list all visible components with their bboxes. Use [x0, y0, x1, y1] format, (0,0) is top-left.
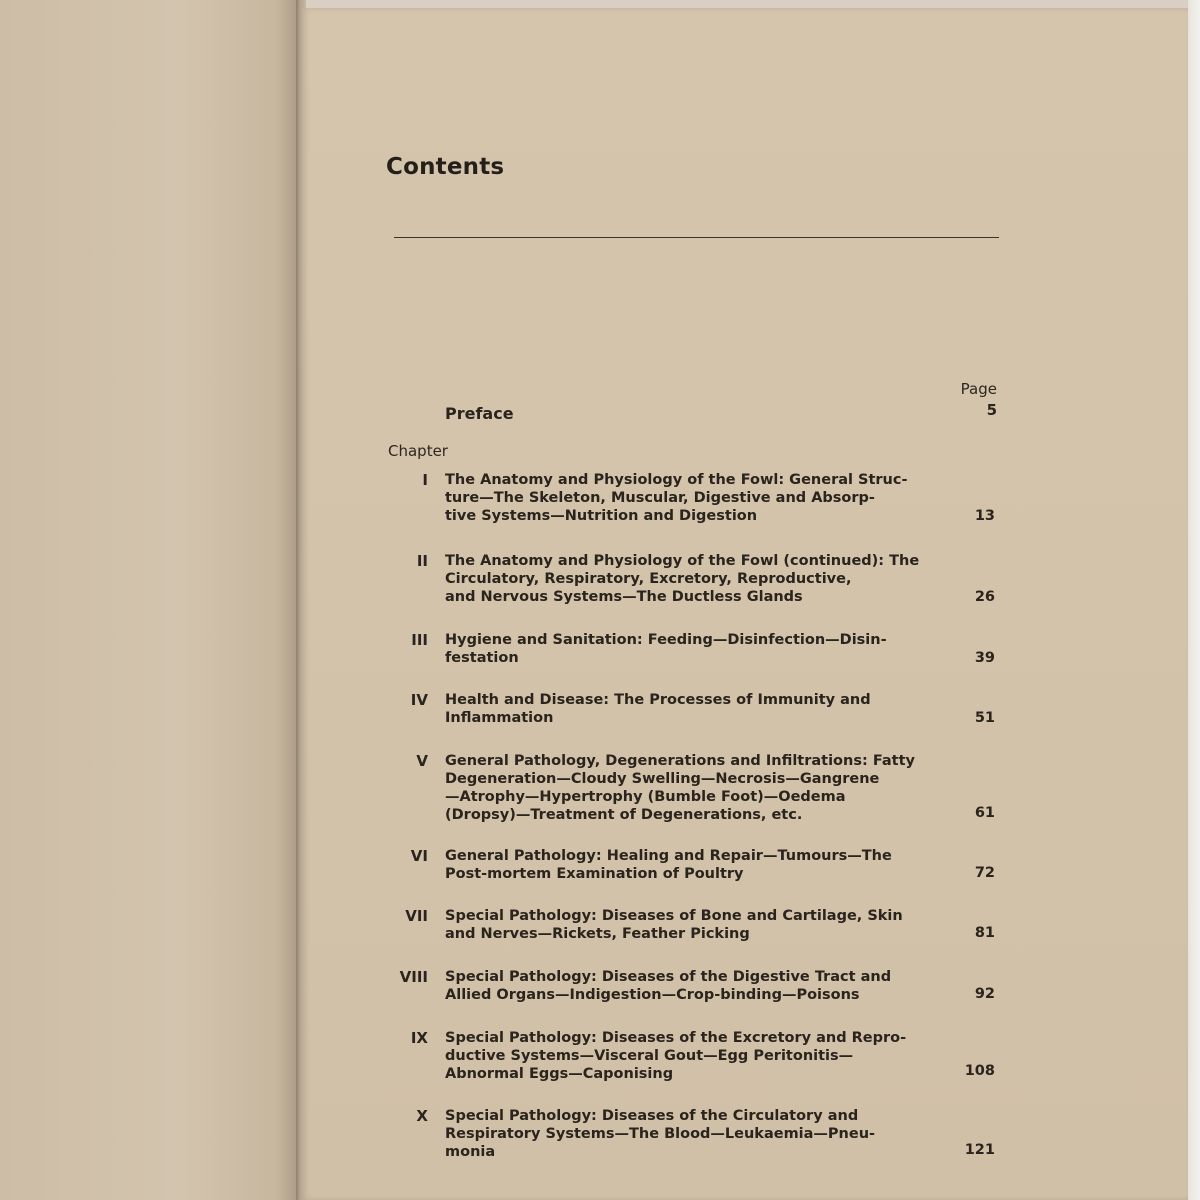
chapter-title: Health and Disease: The Processes of Immunity and Inflammation [445, 692, 871, 726]
chapter-number: VIII [399, 968, 428, 986]
chapter-title: Hygiene and Sanitation: Feeding—Disinfection—Disin- festation [445, 632, 887, 666]
chapter-title: The Anatomy and Physiology of the Fowl: General Struc- ture—The Skeleton, Muscular, Digestive and Absorp- tive Systems—Nutrition and Digestion [445, 472, 908, 524]
page-column-header: Page [960, 380, 997, 398]
chapter-page-number: 51 [974, 710, 995, 726]
chapter-page-number: 121 [964, 1142, 995, 1158]
chapter-number: I [422, 471, 428, 489]
preface-title: Preface [445, 404, 514, 423]
chapter-number: II [416, 552, 428, 570]
chapter-title: Special Pathology: Diseases of the Circulatory and Respiratory Systems—The Blood—Leukaemia—Pneu- monia [445, 1108, 876, 1160]
chapter-title: General Pathology: Healing and Repair—Tumours—The Post-mortem Examination of Poultry [445, 848, 892, 882]
chapter-title: Special Pathology: Diseases of the Excretory and Repro- ductive Systems—Visceral Gout—Egg Peritonitis— Abnormal Eggs—Caponising [445, 1030, 907, 1082]
chapter-number: VII [405, 907, 428, 925]
left-page [0, 0, 300, 1200]
chapter-number: IX [410, 1029, 428, 1047]
chapter-page-number: 81 [974, 925, 995, 941]
chapter-number: IV [410, 691, 428, 709]
chapter-number: III [411, 631, 428, 649]
heading-rule [394, 237, 999, 238]
chapter-page-number: 92 [974, 986, 995, 1002]
chapter-number: VI [410, 847, 428, 865]
chapter-page-number: 108 [964, 1063, 995, 1079]
preface-page-number: 5 [986, 401, 997, 419]
chapter-page-number: 61 [974, 805, 995, 821]
chapter-page-number: 26 [974, 589, 995, 605]
chapter-page-number: 72 [974, 865, 995, 881]
chapter-title: Special Pathology: Diseases of Bone and Cartilage, Skin and Nerves—Rickets, Feather Picking [445, 908, 903, 942]
chapter-title: The Anatomy and Physiology of the Fowl (continued): The Circulatory, Respiratory, Excretory, Reproductive, and Nervous Systems—The Ductless Glands [445, 553, 920, 605]
chapter-page-number: 39 [974, 650, 995, 666]
chapter-number: X [416, 1107, 428, 1125]
page-edge [1188, 0, 1200, 1200]
chapter-number: V [416, 752, 428, 770]
contents-heading: Contents [386, 154, 505, 180]
chapter-page-number: 13 [974, 508, 995, 524]
chapter-title: Special Pathology: Diseases of the Digestive Tract and Allied Organs—Indigestion—Crop-binding—Poisons [445, 969, 892, 1003]
chapter-column-label: Chapter [388, 442, 448, 460]
chapter-title: General Pathology, Degenerations and Infiltrations: Fatty Degeneration—Cloudy Swelling—Necrosis—Gangrene —Atrophy—Hypertrophy (Bumble Foot)—Oedema (Dropsy)—Treatment of Degenerations, etc. [445, 753, 915, 823]
